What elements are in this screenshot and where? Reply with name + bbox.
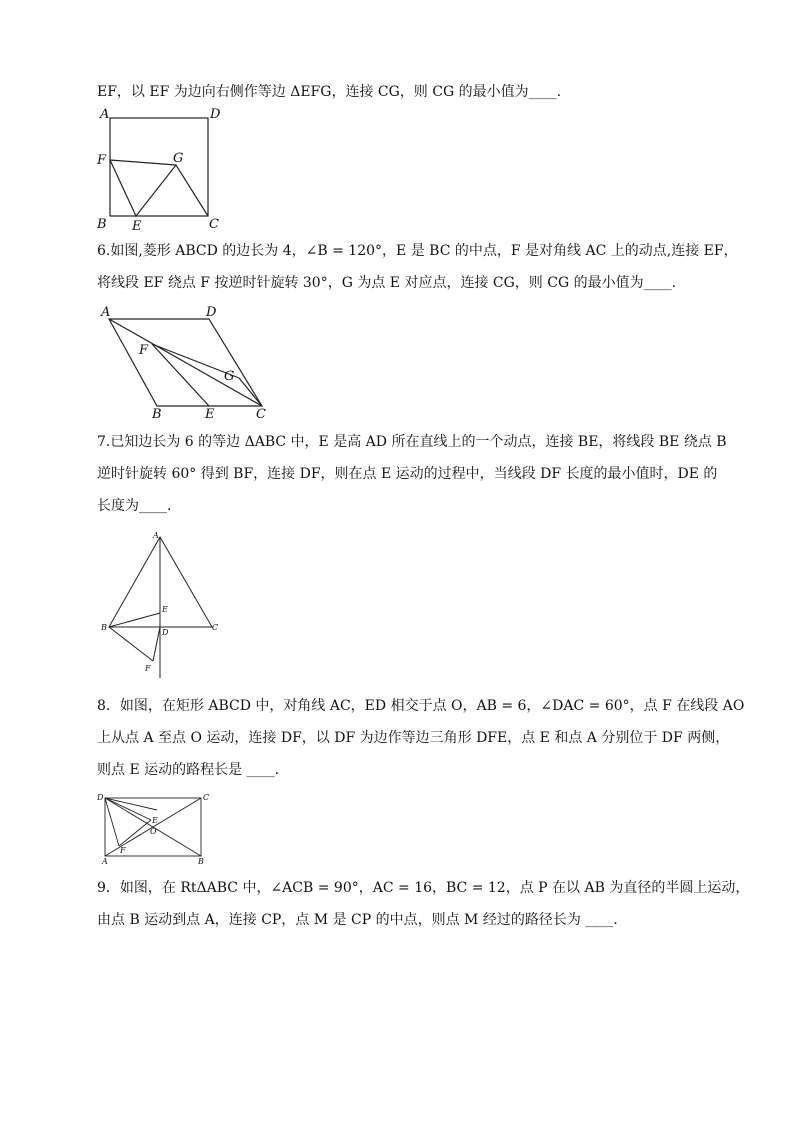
label-a: A (101, 305, 111, 320)
label-b: B (198, 857, 204, 866)
label-o: O (150, 827, 157, 836)
diagonal-ac (109, 319, 262, 406)
segment-de (105, 798, 151, 820)
problem6-figure (92, 302, 282, 422)
segment-gc (239, 378, 262, 406)
label-e: E (162, 605, 168, 614)
label-e: E (205, 407, 215, 422)
label-d: D (162, 628, 169, 637)
problem8-line3: 则点 E 运动的路程长是 ____. (97, 762, 280, 778)
label-b: B (101, 623, 107, 632)
segment-be (109, 613, 160, 627)
problem6-line2: 将线段 EF 绕点 F 按逆时针旋转 30°，G 为点 E 对应点，连接 CG，则 CG 的最小值为____. (97, 275, 677, 291)
square-abcd (110, 118, 208, 216)
problem9-line1: 9．如图，在 RtΔABC 中，∠ACB = 90°，AC = 16，BC = 12，点 P 在以 AB 为直径的半圆上运动， (97, 880, 750, 896)
label-b: B (152, 407, 162, 422)
label-a: A (102, 857, 108, 866)
problem5-line1: EF，以 EF 为边向右侧作等边 ΔEFG，连接 CG，则 CG 的最小值为____. (97, 84, 562, 100)
label-g: G (173, 151, 184, 166)
label-f: F (139, 343, 149, 358)
label-c: C (209, 217, 219, 232)
label-c: C (256, 407, 266, 422)
label-a: A (100, 107, 110, 122)
label-f: F (145, 664, 151, 673)
segments-fegc (110, 160, 208, 216)
label-c: C (203, 793, 210, 802)
label-f: F (97, 153, 107, 168)
segment-fe (152, 344, 209, 406)
segment-fd (153, 627, 160, 661)
problem9-line2: 由点 B 运动到点 A，连接 CP，点 M 是 CP 的中点，则点 M 经过的路径长为 ____. (97, 912, 618, 928)
segment-fe (119, 820, 151, 846)
label-f: F (120, 846, 126, 855)
problem7-line1: 7.已知边长为 6 的等边 ΔABC 中，E 是高 AD 所在直线上的一个动点，连接 BE，将线段 BE 绕点 B (97, 434, 727, 450)
problem8-line2: 上从点 A 至点 O 运动，连接 DF，以 DF 为边作等边三角形 DFE，点 E 和点 A 分别位于 DF 两侧， (97, 730, 730, 746)
problem7-line2: 逆时针旋转 60° 得到 BF，连接 DF，则在点 E 运动的过程中，当线段 DF 长度的最小值时，DE 的 (97, 466, 718, 482)
problem5-figure (92, 104, 232, 234)
segment-d-top (105, 798, 157, 810)
label-d: D (206, 305, 217, 320)
segment-bf (109, 627, 153, 661)
problem7-figure (96, 528, 226, 683)
segment-fg (110, 160, 176, 165)
problem6-line1: 6.如图,菱形 ABCD 的边长为 4，∠B = 120°，E 是 BC 的中点，F 是对角线 AC 上的动点,连接 EF， (97, 243, 738, 259)
label-d: D (210, 107, 221, 122)
label-a: A (153, 531, 159, 540)
label-e: E (152, 816, 158, 825)
label-c: C (212, 623, 219, 632)
label-g: G (224, 369, 235, 384)
problem8-figure (95, 790, 215, 865)
problem8-line1: 8．如图，在矩形 ABCD 中，对角线 AC，ED 相交于点 O，AB = 6，∠DAC = 60°，点 F 在线段 AO (97, 698, 745, 714)
label-e: E (132, 219, 142, 234)
problem7-line3: 长度为____. (97, 498, 172, 514)
label-d: D (97, 793, 104, 802)
label-b: B (97, 217, 107, 232)
